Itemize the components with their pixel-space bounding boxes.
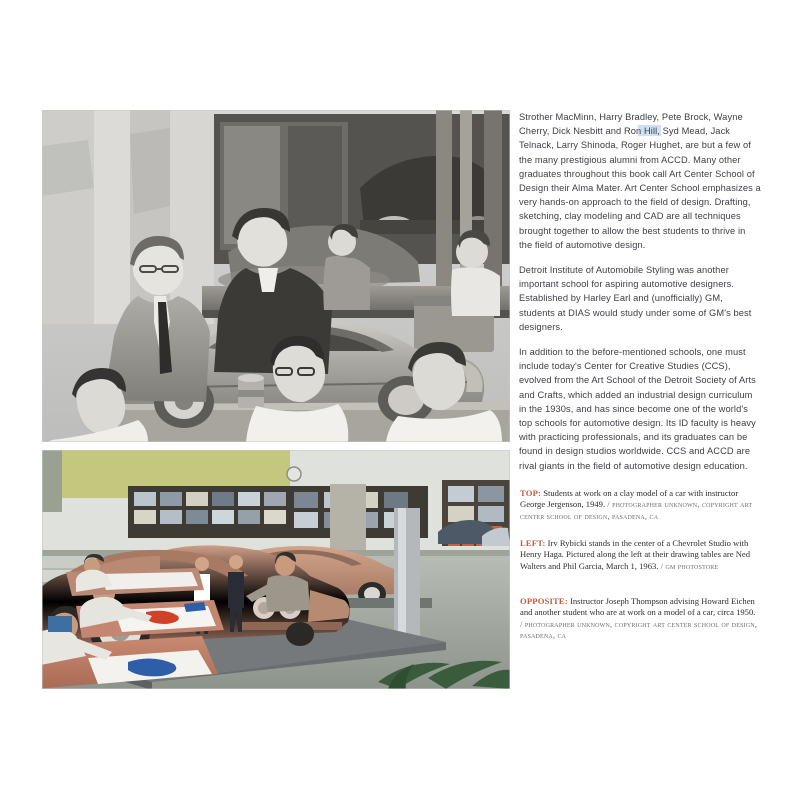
photo-bottom-illustration [42, 450, 510, 689]
caption-opposite [520, 596, 760, 642]
photo-bottom-color-chevrolet-studio [42, 450, 510, 689]
caption-top [520, 488, 760, 522]
caption-opposite-text [520, 596, 760, 642]
photo-top-illustration [42, 110, 510, 442]
article-text-column [519, 110, 761, 484]
caption-left [520, 538, 760, 572]
caption-top-label: TOP: [520, 488, 542, 498]
caption-left-credit: / gm photostore [660, 560, 719, 571]
article-paragraph-2: Detroit Institute of Automobile Styling was another important school for aspiring automotive designers. Established by Harley Earl and (unofficially) GM, students at DIAS would study under some of GM's best designers. [519, 265, 752, 332]
article-paragraph-3: In addition to the before-mentioned schools, one must include today's Center for Creative Studies (CCS), evolved from the Art School of the Detroit Society of Arts and Crafts, which added an industrial design curriculum in the 1930s, and has since become one of the world's top schools for automotive design. Its ID faculty is heavy with practicing professionals, and its graduates can be found in design studios worldwide. CCS and ACCD are rival giants in the field of automotive design education. [519, 347, 756, 471]
caption-opposite-label: OPPOSITE: [520, 596, 568, 606]
caption-top-text [520, 488, 760, 522]
article-paragraph-1: Strother MacMinn, Harry Bradley, Pete Brock, Wayne Cherry, Dick Nesbitt and Ron Hill, Syd Mead, Jack Telnack, Larry Shinoda, Roger Hughet, are but a few of the many prestigious alumni from ACCD. Many other graduates throughout this book call Art Center School of Design their Alma Mater. Art Center School emphasizes a very hands-on approach to the field of design. Drafting, sketching, clay modeling and CAD are all techniques brought together to allow the best students to thrive in the field of automotive design. [519, 112, 761, 250]
caption-top-credit: / photographer unknown, copyright art center school of design, pasadena, ca [520, 499, 753, 521]
caption-left-text [520, 538, 760, 572]
caption-opposite-credit: / photographer unknown, copyright art center school of design, pasadena, ca [520, 618, 758, 641]
caption-left-label: LEFT: [520, 538, 546, 548]
caption-left-body: Irv Rybicki stands in the center of a Chevrolet Studio with Henry Haga. Pictured along the left at their drawing tables are Ned Walters and Phil Garcia, March 1, 1963. [520, 538, 751, 571]
photo-top-bw-clay-model [42, 110, 510, 442]
caption-top-body: Students at work on a clay model of a car with instructor George Jergenson, 1949. [520, 488, 739, 510]
caption-opposite-body: Instructor Joseph Thompson advising Howard Eichen and another student who are at work on a model of a car, circa 1950. [520, 596, 756, 618]
